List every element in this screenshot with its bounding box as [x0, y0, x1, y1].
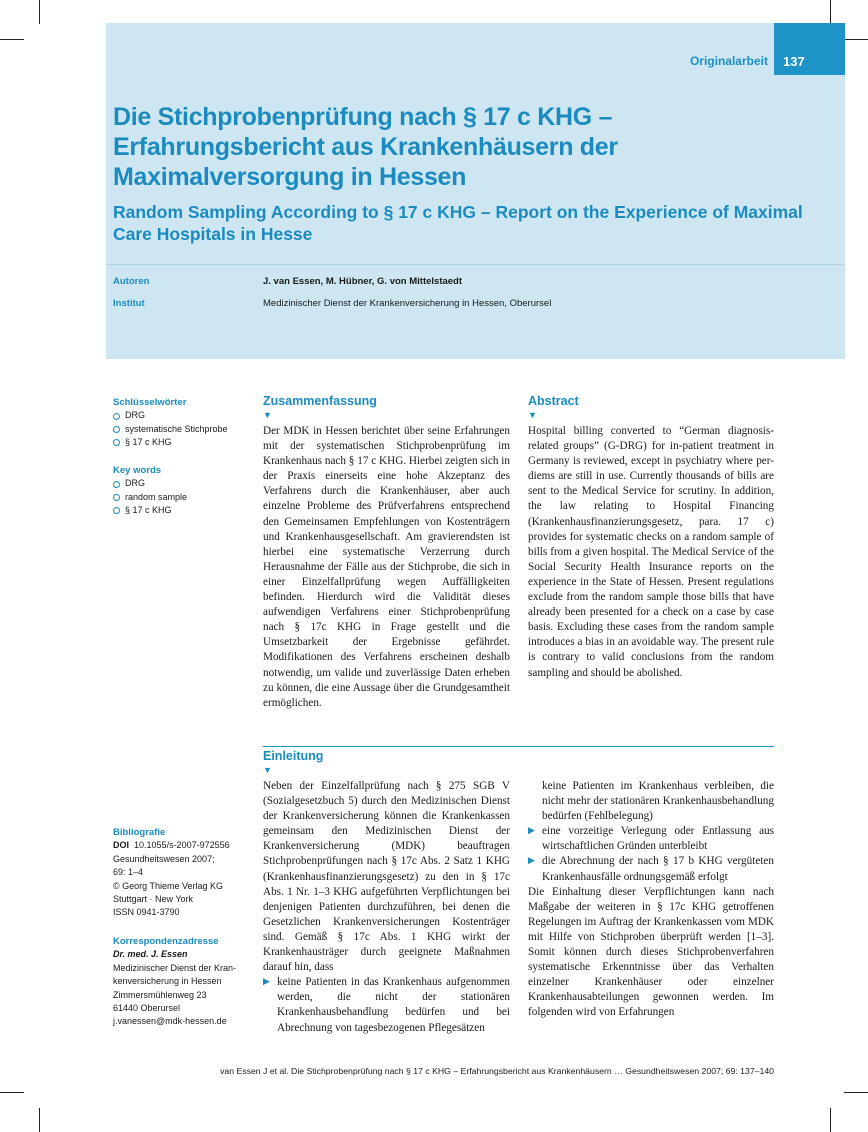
triangle-down-icon: ▼	[263, 410, 272, 420]
authors-label: Autoren	[113, 276, 150, 287]
keywords-english-heading: Key words	[113, 465, 162, 476]
keyword-item: systematische Stichprobe	[113, 423, 253, 436]
crop-mark	[844, 1092, 868, 1093]
issn: ISSN 0941-3790	[113, 907, 180, 918]
arrow-right-icon: ▶	[528, 856, 535, 867]
meta-divider	[106, 264, 845, 265]
abstract-heading: Abstract	[528, 394, 579, 408]
keyword-bullet-icon	[113, 439, 120, 446]
doi-line: DOI 10.1055/s-2007-972556	[113, 840, 230, 851]
doi: 10.1055/s-2007-972556	[134, 840, 230, 851]
article-title-english: Random Sampling According to § 17 c KHG – Report on the Experience of Maximal Care Hospitals in Hesse	[113, 202, 803, 244]
keywords-english	[113, 464, 253, 518]
keyword-bullet-icon	[113, 426, 120, 433]
institute: Medizinischer Dienst der Krankenversicherung in Hessen, Oberursel	[263, 298, 552, 309]
keyword-bullet-icon	[113, 494, 120, 501]
article-title-german: Die Stichprobenprüfung nach § 17 c KHG – Erfahrungsbericht aus Krankenhäusern der Maximalversorgung in Hessen	[113, 103, 618, 191]
zusammenfassung-text: Der MDK in Hessen berichtet über seine Erfahrungen mit der systematischen Stichprobenprüfung im Krankenhaus nach § 17 c KHG. Hierbei zeigten sich in der Praxis einerseits eine hohe Akzeptanz des Verfahrens durch die Krankenhäuser, aber auch einzelne Probleme des Prüfverfahrens entsprechend den Gemeinsamen Empfehlungen von Kostenträgern und Krankenhausgesellschaft. Am gravierendsten ist hierbei eine systematische Verzerrung durch Herausnahme der Fälle aus der Stichprobe, die sich in einer Einzelfallprüfung wegen Auffälligkeiten befinden. Hierdurch wird die Validität dieses aufwendigen Verfahrens einer Stichprobenprüfung nach § 17c KHG in Frage gestellt und die Umsetzbarkeit der Ergebnisse gefährdet. Modifikationen des Verfahrens erscheinen deshalb notwendig, um valide und zuverlässige Daten erheben zu können, die eine Aussage über die Grundgesamtheit ermöglichen.	[263, 425, 510, 709]
einleitung-heading: Einleitung	[263, 749, 324, 763]
crop-mark	[844, 39, 868, 40]
keyword-item: § 17 c KHG	[113, 504, 253, 517]
keyword-item: § 17 c KHG	[113, 436, 253, 449]
keyword-item: DRG	[113, 409, 253, 422]
crop-mark	[0, 1092, 24, 1093]
list-item: ▶ die Abrechnung der nach § 17 b KHG vergüteten Krankenhausfälle ordnungsgemäß erfolgt	[528, 855, 774, 883]
institute-label: Institut	[113, 298, 145, 309]
crop-mark	[830, 1108, 831, 1132]
correspondence-org: kenversicherung in Hessen	[113, 976, 222, 987]
crop-mark	[39, 0, 40, 24]
crop-mark	[0, 39, 24, 40]
triangle-down-icon: ▼	[528, 410, 537, 420]
keyword-item: DRG	[113, 477, 253, 490]
list-item-continuation: keine Patienten im Krankenhaus verbleiben, die nicht mehr der stationären Krankenhausbehandlung bedürfen (Fehlbelegung)	[542, 780, 774, 823]
einleitung-paragraph: Neben der Einzelfallprüfung nach § 275 SGB V (Sozialgesetzbuch 5) durch den Medizinischen Dienst der Krankenversicherung können die Krankenkassen gemeinsam den Medizinischen Dienst der Krankenversicherung (MDK) beauftragen Stichprobenprüfungen nach § 17c Abs. 2 Satz 1 KHG (Krankenhausfinanzierungsgesetz) zu den in § 17c Abs. 1 Nr. 1–3 KHG aufgeführten Verpflichtungen bei denjenigen Patienten durchzuführen, bei denen die Gesetzlichen Krankenversicherungen Kostenträger sind. Gemäß § 17c Abs. 1 KHG wirkt der Krankenhausträger durch geeignete Maßnahmen darauf hin, dass	[263, 780, 510, 974]
einleitung-paragraph: Die Einhaltung dieser Verpflichtungen kann nach Maßgabe der weiteren in § 17c KHG getroffenen Regelungen im Auftrag der Krankenkassen vom MDK mit Hilfe von Stichproben überprüft werden [1–3]. Somit können durch dieses Stichprobenverfahren systematische Erkenntnisse über das Verhalten einzelner Krankenhäuser oder einzelner Krankenhausabteilungen gewonnen werden. Im folgenden wird von Erfahrungen	[528, 885, 774, 1019]
page-number: 137	[774, 23, 845, 75]
keyword-bullet-icon	[113, 507, 120, 514]
journal: Gesundheitswesen 2007;	[113, 853, 215, 864]
keywords-german-heading: Schlüsselwörter	[113, 397, 187, 408]
keyword-item: random sample	[113, 491, 253, 504]
correspondence-org: Medizinischer Dienst der Kran-	[113, 962, 237, 973]
correspondence-city: 61440 Oberursel	[113, 1003, 181, 1014]
keywords-german	[113, 396, 253, 450]
correspondence	[113, 935, 253, 1029]
volume: 69: 1–4	[113, 867, 144, 878]
correspondence-street: Zimmersmühlenweg 23	[113, 989, 207, 1000]
list-item: ▶ eine vorzeitige Verlegung oder Entlassung aus wirtschaftlichen Gründen unterbleibt	[528, 825, 774, 853]
correspondence-name: Dr. med. J. Essen	[113, 949, 188, 960]
keyword-bullet-icon	[113, 481, 120, 488]
arrow-right-icon: ▶	[528, 826, 535, 837]
arrow-right-icon: ▶	[263, 977, 270, 988]
abstract-text: Hospital billing converted to “German diagnosis-related groups” (G-DRG) for in-patient treatment in Germany is reviewed, except in psychiatry where per-diems are still in use. Currently thousands of bills are sent to the Medical Service for scrutiny. In addition, the law relating to Hospital Financing (Krankenhausfinanzierungsgesetz, para. 17 c) provides for systematic checks on a random sample of bills from a given hospital. The Medical Service of the Social Security Health Insurance reports on the experience in the State of Hessen. Present regulations exclude from the random sample those bills that have already been presented for a check on a case by case basis. Excluding these cases from the random sample introduces a bias in an avoidable way. The present rule is contrary to valid conclusions from the random sampling and should be abolished.	[528, 425, 774, 679]
article-type-label: Originalarbeit	[689, 54, 768, 68]
correspondence-heading: Korrespondenzadresse	[113, 936, 219, 947]
crop-mark	[39, 1108, 40, 1132]
zusammenfassung-heading: Zusammenfassung	[263, 394, 377, 408]
einleitung-column-1	[263, 779, 510, 1036]
bibliography-heading: Bibliografie	[113, 827, 166, 838]
bibliography	[113, 826, 253, 920]
triangle-down-icon: ▼	[263, 765, 272, 775]
correspondence-email[interactable]: j.vanessen@mdk-hessen.de	[113, 1016, 227, 1027]
section-divider	[263, 746, 774, 747]
list-item: ▶ keine Patienten in das Krankenhaus aufgenommen werden, die nicht der stationären Krankenhausbehandlung bedürfen und bei Abrechnung von tagesbezogenen Pflegesätzen	[263, 976, 510, 1034]
authors: J. van Essen, M. Hübner, G. von Mittelstaedt	[263, 276, 463, 287]
place: Stuttgart · New York	[113, 894, 194, 905]
footer-citation: van Essen J et al. Die Stichprobenprüfung nach § 17 c KHG – Erfahrungsbericht aus Krankenhäusern … Gesundheitswesen 2007; 69: 137–140	[220, 1066, 774, 1076]
copyright: © Georg Thieme Verlag KG	[113, 880, 224, 891]
crop-mark	[830, 0, 831, 24]
einleitung-column-2	[528, 779, 774, 1021]
keyword-bullet-icon	[113, 413, 120, 420]
